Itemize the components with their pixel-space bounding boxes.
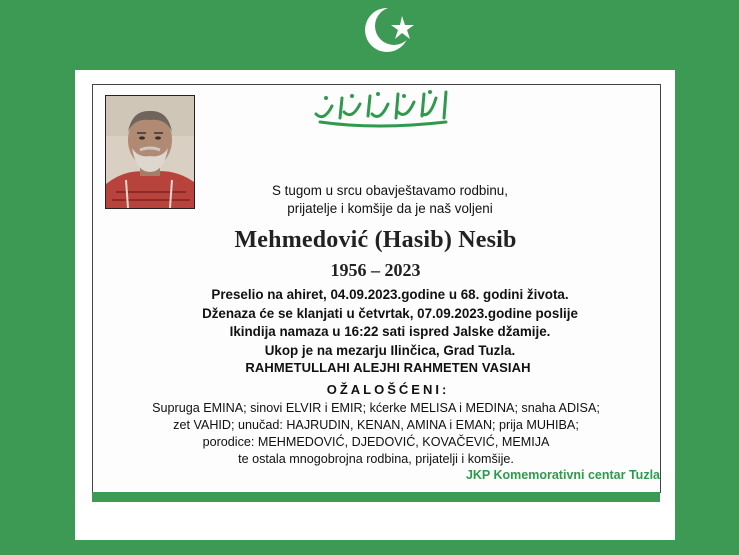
funeral-details — [120, 286, 660, 360]
deceased-name: Mehmedović (Hasib) Nesib — [234, 227, 517, 253]
mourners-line-4: te ostala mnogobrojna rodbina, prijatelji i komšije. — [238, 452, 514, 466]
intro-line-2: prijatelje i komšije da je naš voljeni — [287, 201, 493, 216]
mourners-list — [96, 400, 656, 468]
deceased-years: 1956 – 2023 — [330, 260, 421, 280]
crescent-star-icon — [357, 4, 417, 56]
intro-line-1: S tugom u srcu obavještavamo rodbinu, — [272, 183, 508, 198]
details-line-2: Dženaza će se klanjati u četvrtak, 07.09.2023.godine poslije — [202, 305, 578, 321]
mourners-title: OŽALOŠĆENI: — [326, 382, 450, 397]
details-line-4: Ukop je na mezarju Ilinčica, Grad Tuzla. — [264, 342, 516, 358]
signature: JKP Komemorativni centar Tuzla — [465, 468, 660, 482]
mourners-line-3: porodice: MEHMEDOVIĆ, DJEDOVIĆ, KOVAČEVIĆ, MEMIJA — [202, 435, 550, 449]
mourners-line-1: Supruga EMINA; sinovi ELVIR i EMIR; kćerke MELISA i MEDINA; snaha ADISA; — [152, 401, 600, 415]
green-bottom-strip — [92, 492, 660, 502]
intro-text — [175, 182, 605, 218]
details-line-3: Ikindija namaza u 16:22 sati ispred Jalske džamije. — [229, 324, 551, 339]
mourners-line-2: zet VAHID; unučad: HAJRUDIN, KENAN, AMINA i EMAN; prija MUHIBA; — [173, 418, 579, 432]
prayer-text: RAHMETULLAHI ALEJHI RAHMETEN VASIAH — [245, 360, 531, 375]
arabic-calligraphy-image — [306, 84, 456, 136]
details-line-1: Preselio na ahiret, 04.09.2023.godine u 68. godini života. — [211, 287, 569, 302]
